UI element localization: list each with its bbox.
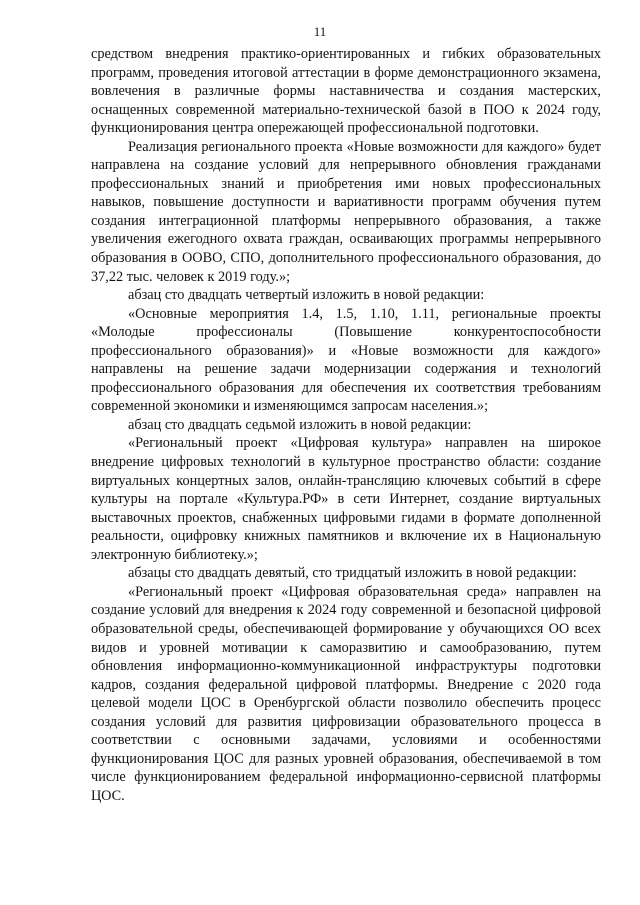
document-body <box>91 45 601 805</box>
paragraph-3: абзац сто двадцать четвертый изложить в новой редакции: <box>128 287 485 304</box>
paragraph-6: «Региональный проект «Цифровая культура» направлен на широкое внедрение цифровых технологий в культурное пространство области: создание виртуальных концертных залов, онлайн-трансляцию ключевых событий в сфере культуры на портале «Культура.РФ» в сети Интернет, создание виртуальных выставочных проектов, снабженных цифровыми гидами в формате дополненной реальности, оцифровку книжных памятников и включение их в Национальную электронную библиотеку.»; <box>91 435 601 563</box>
page-number: 11 <box>313 24 327 39</box>
paragraph-2: Реализация регионального проекта «Новые возможности для каждого» будет направлена на создание условий для непрерывного обновления гражданами профессиональных знаний и приобретения ими новых профессиональных навыков, повышение доступности и вариативности программ обучения путем создания интеграционной платформы непрерывного образования, а также увеличения ежегодного охвата граждан, осваивающих программы непрерывного образования в ООВО, СПО, дополнительного профессионального образования, до 37,22 тыс. человек к 2019 году.»; <box>91 138 601 285</box>
paragraph-7: абзацы сто двадцать девятый, сто тридцатый изложить в новой редакции: <box>128 565 577 582</box>
paragraph-5: абзац сто двадцать седьмой изложить в новой редакции: <box>128 416 472 433</box>
paragraph-1: средством внедрения практико-ориентированных и гибких образовательных программ, проведения итоговой аттестации в форме демонстрационного экзамена, вовлечения в различные формы наставничества и создания мастерских, оснащенных современной материально-технической базой в ПОО к 2024 году, функционирования центра опережающей профессиональной подготовки. <box>91 46 601 137</box>
paragraph-8: «Региональный проект «Цифровая образовательная среда» направлен на создание условий для внедрения к 2024 году современной и безопасной цифровой образовательной среды, обеспечивающей формирование у обучающихся ОО всех видов и уровней мотивации к саморазвитию и самообразованию, путем обновления информационно-коммуникационной инфраструктуры подготовки кадров, создания федеральной цифровой платформы. Внедрение с 2020 года целевой модели ЦОС в Оренбургской области позволило обеспечить процесс создания условий для развития цифровизации образовательного процесса в соответствии с основными задачами, условиями и особенностями функционирования ЦОС для разных уровней образования, обеспечиваемой в том числе функционированием федеральной информационно-сервисной платформы ЦОС. <box>91 583 601 804</box>
paragraph-4: «Основные мероприятия 1.4, 1.5, 1.10, 1.11, региональные проекты «Молодые профессионалы (Повышение конкурентоспособности профессионального образования)» и «Новые возможности для каждого» направлены на решение задачи модернизации содержания и технологий профессионального образования для обеспечения их соответствия требованиям современной экономики и изменяющимся запросам населения.»; <box>91 305 601 415</box>
